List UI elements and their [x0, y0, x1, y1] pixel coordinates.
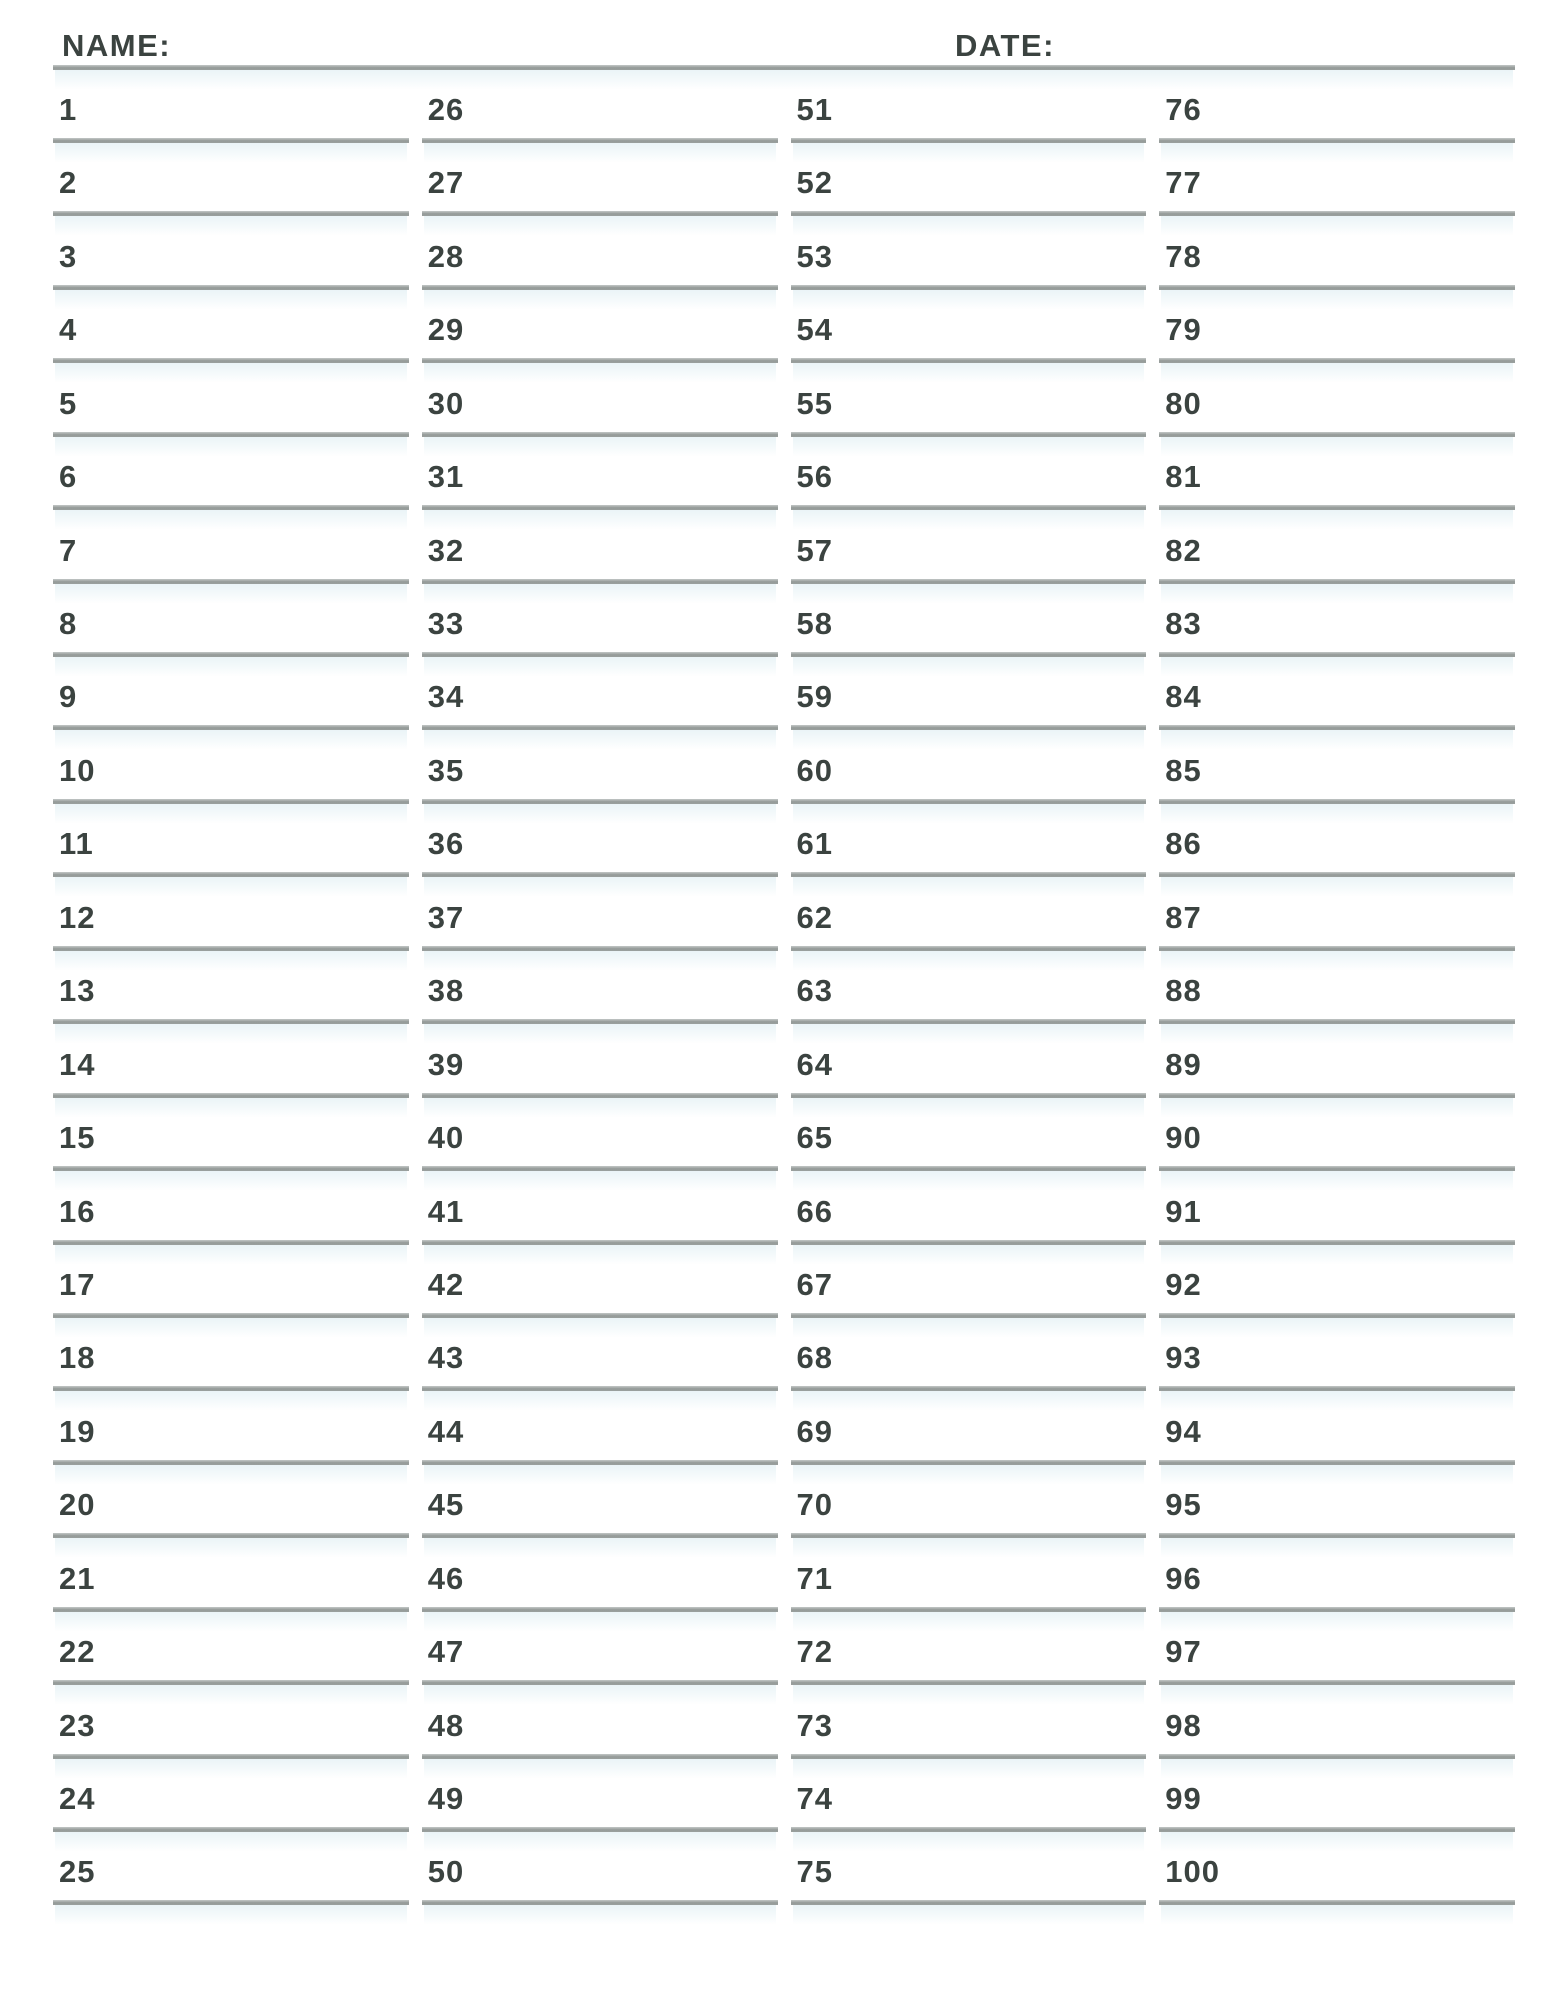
answer-number: 86: [1165, 826, 1202, 862]
answer-blank-line[interactable]: [1159, 1900, 1515, 1905]
answer-row: [791, 363, 1147, 436]
answer-number: 90: [1165, 1120, 1202, 1156]
answer-number: 27: [427, 165, 465, 201]
answer-row: [53, 216, 409, 289]
answer-number: 21: [59, 1560, 96, 1596]
answer-number: 7: [59, 532, 78, 568]
answer-row: [53, 1832, 409, 1905]
answer-row: [422, 216, 778, 289]
answer-number: 38: [427, 973, 465, 1009]
answer-row: [53, 1612, 409, 1685]
answer-number: 71: [796, 1560, 833, 1596]
answer-number: 84: [1165, 679, 1202, 715]
answer-number: 39: [427, 1046, 465, 1082]
answer-row: [53, 1465, 409, 1538]
answer-number: 95: [1165, 1487, 1202, 1523]
answer-number: 81: [1165, 459, 1202, 495]
answer-row: [53, 510, 409, 583]
answer-row: [1159, 877, 1515, 950]
answer-row: [791, 584, 1147, 657]
answer-row: [53, 1245, 409, 1318]
answer-row: [791, 1759, 1147, 1832]
answer-number: 52: [796, 165, 833, 201]
answer-row: [422, 1538, 778, 1611]
answer-number: 46: [427, 1560, 465, 1596]
answer-row: [422, 804, 778, 877]
answer-row: [1159, 510, 1515, 583]
answer-row: [53, 1759, 409, 1832]
answer-number: 66: [796, 1193, 833, 1229]
answer-row: [791, 70, 1147, 143]
answer-row: [1159, 1171, 1515, 1244]
answer-row: [53, 1538, 409, 1611]
answer-number: 14: [59, 1046, 96, 1082]
answer-number: 35: [427, 752, 465, 788]
answer-row: [422, 1759, 778, 1832]
answer-row: [791, 1465, 1147, 1538]
answer-row: [53, 437, 409, 510]
answer-number: 94: [1165, 1413, 1202, 1449]
answer-row: [53, 290, 409, 363]
date-label: DATE:: [955, 28, 1055, 63]
answer-row: [1159, 143, 1515, 216]
answer-row: [1159, 1612, 1515, 1685]
answer-row: [791, 1024, 1147, 1097]
answer-number: 19: [59, 1413, 96, 1449]
answer-row: [1159, 1538, 1515, 1611]
answer-number: 63: [796, 973, 833, 1009]
answer-row: [53, 730, 409, 803]
answer-number: 73: [796, 1707, 833, 1743]
answer-number: 69: [796, 1413, 833, 1449]
answer-row: [422, 1612, 778, 1685]
answer-row: [53, 1318, 409, 1391]
answer-number: 79: [1165, 312, 1202, 348]
answer-row: [53, 804, 409, 877]
answer-number: 82: [1165, 532, 1202, 568]
answer-row: [791, 951, 1147, 1024]
answer-row: [791, 877, 1147, 950]
answer-row: [1159, 951, 1515, 1024]
answer-row: [1159, 437, 1515, 510]
answer-row: [53, 1098, 409, 1171]
answer-row: [422, 1391, 778, 1464]
answer-row: [53, 363, 409, 436]
answer-number: 31: [427, 459, 465, 495]
answer-row: [53, 951, 409, 1024]
answer-row: [422, 1685, 778, 1758]
answer-number: 10: [59, 752, 96, 788]
answer-row: [53, 657, 409, 730]
answer-number: 62: [796, 899, 833, 935]
answer-number: 44: [427, 1413, 465, 1449]
answer-number: 18: [59, 1340, 96, 1376]
answer-row: [422, 363, 778, 436]
answer-number: 92: [1165, 1266, 1202, 1302]
answer-number: 29: [427, 312, 465, 348]
answer-row: [1159, 1832, 1515, 1905]
answer-row: [1159, 584, 1515, 657]
answer-row: [1159, 730, 1515, 803]
answer-number: 4: [59, 312, 78, 348]
answer-number: 76: [1165, 91, 1202, 127]
answer-row: [791, 804, 1147, 877]
answer-row: [1159, 1245, 1515, 1318]
answer-number: 54: [796, 312, 833, 348]
answer-row: [422, 510, 778, 583]
answer-row: [791, 216, 1147, 289]
answer-number: 58: [796, 606, 833, 641]
answer-row: [1159, 70, 1515, 143]
answer-row: [791, 1318, 1147, 1391]
answer-row: [422, 657, 778, 730]
answer-row: [791, 510, 1147, 583]
answer-row: [422, 1465, 778, 1538]
answer-number: 87: [1165, 899, 1202, 935]
answer-number: 6: [59, 459, 78, 495]
answer-row: [422, 143, 778, 216]
answer-number: 17: [59, 1266, 96, 1302]
answer-number: 70: [796, 1487, 833, 1523]
answer-row: [53, 877, 409, 950]
answer-number: 68: [796, 1340, 833, 1376]
answer-number: 100: [1165, 1854, 1220, 1890]
answer-row: [791, 1538, 1147, 1611]
answer-number: 42: [427, 1266, 465, 1302]
answer-row: [791, 1245, 1147, 1318]
answer-number: 57: [796, 532, 833, 568]
answer-row: [791, 1171, 1147, 1244]
answer-number: 43: [427, 1340, 465, 1376]
answer-number: 25: [59, 1854, 96, 1890]
answer-row: [1159, 216, 1515, 289]
answer-row: [791, 1832, 1147, 1905]
answer-row: [53, 1024, 409, 1097]
answer-number: 28: [427, 238, 465, 274]
answer-row: [791, 437, 1147, 510]
answer-number: 97: [1165, 1634, 1202, 1670]
answer-number: 45: [427, 1487, 465, 1523]
answer-grid: [53, 70, 1515, 1906]
answer-number: 41: [427, 1193, 465, 1229]
answer-number: 96: [1165, 1560, 1202, 1596]
answer-number: 30: [427, 385, 465, 421]
answer-blank-line[interactable]: [422, 1900, 778, 1905]
answer-row: [422, 730, 778, 803]
answer-row: [791, 1391, 1147, 1464]
answer-number: 40: [427, 1120, 465, 1156]
answer-row: [422, 1024, 778, 1097]
answer-number: 49: [427, 1781, 465, 1816]
answer-number: 74: [796, 1781, 833, 1816]
answer-number: 53: [796, 238, 833, 274]
answer-row: [791, 657, 1147, 730]
answer-row: [422, 1098, 778, 1171]
answer-row: [53, 584, 409, 657]
answer-row: [1159, 1685, 1515, 1758]
answer-number: 64: [796, 1046, 833, 1082]
answer-row: [1159, 290, 1515, 363]
answer-number: 50: [427, 1854, 465, 1890]
answer-row: [1159, 1465, 1515, 1538]
answer-number: 67: [796, 1266, 833, 1302]
answer-number: 47: [427, 1634, 465, 1670]
answer-row: [422, 1318, 778, 1391]
answer-row: [53, 70, 409, 143]
answer-number: 32: [427, 532, 465, 568]
answer-number: 91: [1165, 1193, 1202, 1229]
answer-number: 77: [1165, 165, 1202, 201]
answer-row: [53, 143, 409, 216]
answer-row: [422, 437, 778, 510]
answer-number: 12: [59, 899, 96, 935]
answer-row: [1159, 804, 1515, 877]
answer-number: 55: [796, 385, 833, 421]
answer-number: 16: [59, 1193, 96, 1229]
answer-row: [1159, 1391, 1515, 1464]
answer-number: 93: [1165, 1340, 1202, 1376]
answer-number: 65: [796, 1120, 833, 1156]
name-label: NAME:: [62, 28, 172, 63]
answer-number: 26: [427, 91, 465, 127]
answer-number: 60: [796, 752, 833, 788]
answer-row: [791, 143, 1147, 216]
answer-row: [1159, 363, 1515, 436]
answer-row: [422, 1832, 778, 1905]
answer-row: [422, 584, 778, 657]
answer-number: 99: [1165, 1781, 1202, 1816]
answer-row: [791, 730, 1147, 803]
answer-row: [1159, 1024, 1515, 1097]
answer-row: [1159, 1318, 1515, 1391]
answer-row: [422, 877, 778, 950]
answer-number: 33: [427, 606, 465, 641]
answer-number: 9: [59, 679, 78, 715]
answer-number: 85: [1165, 752, 1202, 788]
answer-number: 37: [427, 899, 465, 935]
answer-row: [422, 70, 778, 143]
answer-number: 98: [1165, 1707, 1202, 1743]
answer-number: 78: [1165, 238, 1202, 274]
answer-number: 24: [59, 1781, 96, 1816]
answer-number: 56: [796, 459, 833, 495]
answer-number: 89: [1165, 1046, 1202, 1082]
answer-row: [53, 1171, 409, 1244]
answer-row: [791, 1612, 1147, 1685]
answer-blank-line[interactable]: [791, 1900, 1147, 1905]
answer-number: 1: [59, 91, 78, 127]
answer-number: 15: [59, 1120, 96, 1156]
answer-number: 23: [59, 1707, 96, 1743]
answer-number: 59: [796, 679, 833, 715]
answer-number: 11: [59, 826, 94, 862]
answer-number: 8: [59, 606, 78, 641]
answer-number: 34: [427, 679, 465, 715]
answer-number: 72: [796, 1634, 833, 1670]
answer-number: 83: [1165, 606, 1202, 641]
answer-number: 80: [1165, 385, 1202, 421]
answer-row: [422, 1245, 778, 1318]
answer-number: 20: [59, 1487, 96, 1523]
answer-number: 61: [796, 826, 833, 862]
answer-row: [53, 1685, 409, 1758]
answer-row: [1159, 1759, 1515, 1832]
answer-blank-line[interactable]: [53, 1900, 409, 1905]
answer-row: [422, 290, 778, 363]
answer-row: [791, 1098, 1147, 1171]
answer-number: 36: [427, 826, 465, 862]
answer-number: 88: [1165, 973, 1202, 1009]
answer-row: [1159, 1098, 1515, 1171]
answer-number: 13: [59, 973, 96, 1009]
answer-row: [422, 951, 778, 1024]
answer-number: 22: [59, 1634, 96, 1670]
answer-row: [791, 290, 1147, 363]
answer-row: [791, 1685, 1147, 1758]
answer-number: 5: [59, 385, 78, 421]
answer-row: [1159, 657, 1515, 730]
answer-number: 75: [796, 1854, 833, 1890]
answer-number: 51: [796, 91, 833, 127]
answer-number: 2: [59, 165, 78, 201]
answer-row: [422, 1171, 778, 1244]
answer-number: 3: [59, 238, 78, 274]
answer-row: [53, 1391, 409, 1464]
answer-number: 48: [427, 1707, 465, 1743]
